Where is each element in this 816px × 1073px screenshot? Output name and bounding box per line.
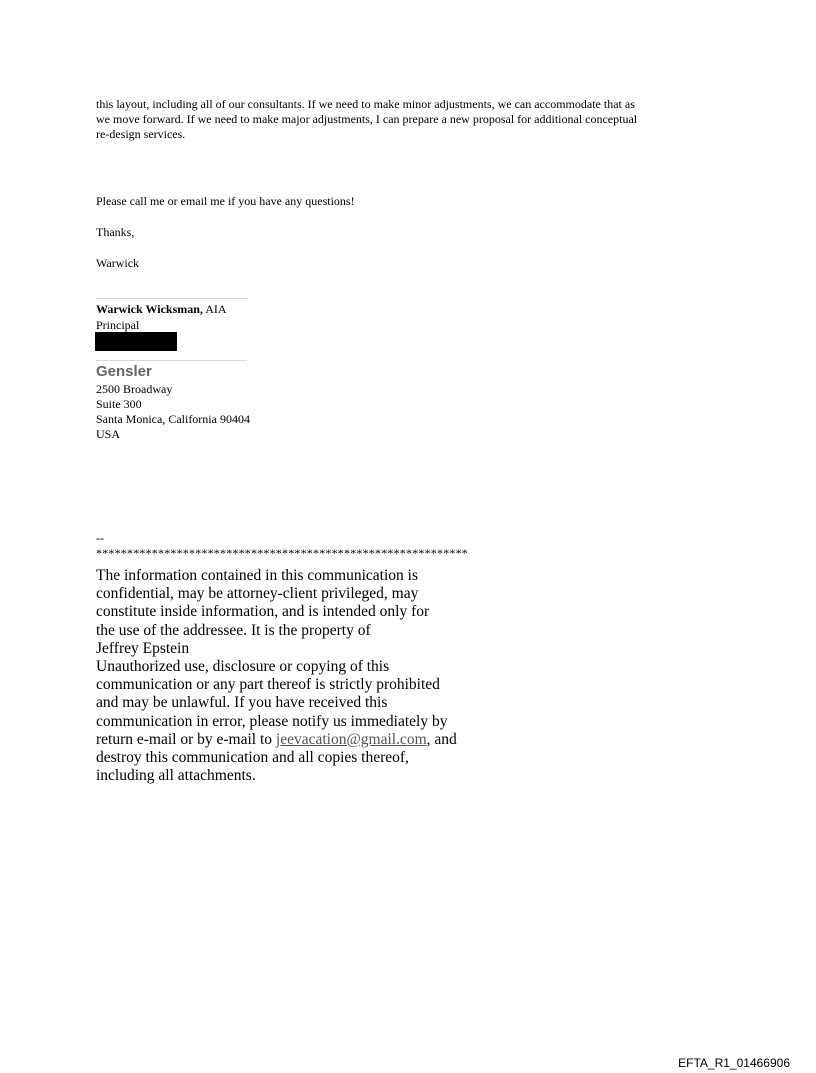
signature-credential: AIA xyxy=(202,302,227,316)
disclaimer-line: destroy this communication and all copies thereof, xyxy=(96,749,409,767)
signature-title: Principal xyxy=(96,318,140,332)
call-text: Please call me or email me if you have any questions! xyxy=(96,194,355,208)
email-link[interactable]: jeevacation@gmail.com xyxy=(275,730,427,748)
disclaimer-line: including all attachments. xyxy=(96,767,256,785)
company-name: Gensler xyxy=(96,363,152,380)
signature-name-line xyxy=(96,302,227,317)
disclaimer-line: and may be unlawful. If you have received this xyxy=(96,694,388,712)
email-line-prefix: return e-mail or by e-mail to xyxy=(96,730,276,748)
intro-line: this layout, including all of our consultants. If we need to make minor adjustments, we can accommodate that as xyxy=(96,97,635,111)
separator-stars: ************************************************************ xyxy=(96,546,468,560)
address-line: USA xyxy=(96,427,121,441)
disclaimer-line: communication in error, please notify us immediately by xyxy=(96,712,448,730)
thanks-text: Thanks, xyxy=(96,225,135,239)
first-name: Warwick xyxy=(96,256,140,270)
disclaimer-line: The information contained in this communication is xyxy=(96,567,418,584)
company-address xyxy=(96,382,250,442)
disclaimer-line: communication or any part thereof is strictly prohibited xyxy=(96,676,440,694)
intro-paragraph xyxy=(96,97,736,142)
disclaimer-email-line xyxy=(96,731,457,749)
signature-name: Warwick Wicksman, xyxy=(96,302,203,316)
signature-divider xyxy=(96,360,247,361)
address-line: Suite 300 xyxy=(96,397,142,411)
disclaimer-line: confidential, may be attorney-client privileged, may xyxy=(96,585,419,603)
intro-line: re-design services. xyxy=(96,127,186,141)
disclaimer-line: Unauthorized use, disclosure or copying of this xyxy=(96,658,390,676)
disclaimer-line: Jeffrey Epstein xyxy=(96,639,190,657)
redaction-box xyxy=(95,332,177,351)
confidentiality-disclaimer xyxy=(96,567,457,785)
email-line-suffix: , and xyxy=(426,730,457,748)
document-id: EFTA_R1_01466906 xyxy=(678,1056,790,1070)
signature-divider xyxy=(96,298,247,299)
address-line: 2500 Broadway xyxy=(96,382,173,396)
address-line: Santa Monica, California 90404 xyxy=(96,412,250,426)
disclaimer-line: the use of the addressee. It is the property of xyxy=(96,621,371,639)
separator-dash: -- xyxy=(96,531,104,545)
disclaimer-line: constitute inside information, and is intended only for xyxy=(96,603,430,621)
intro-line: we move forward. If we need to make major adjustments, I can prepare a new proposal for additional conceptual xyxy=(96,112,638,126)
